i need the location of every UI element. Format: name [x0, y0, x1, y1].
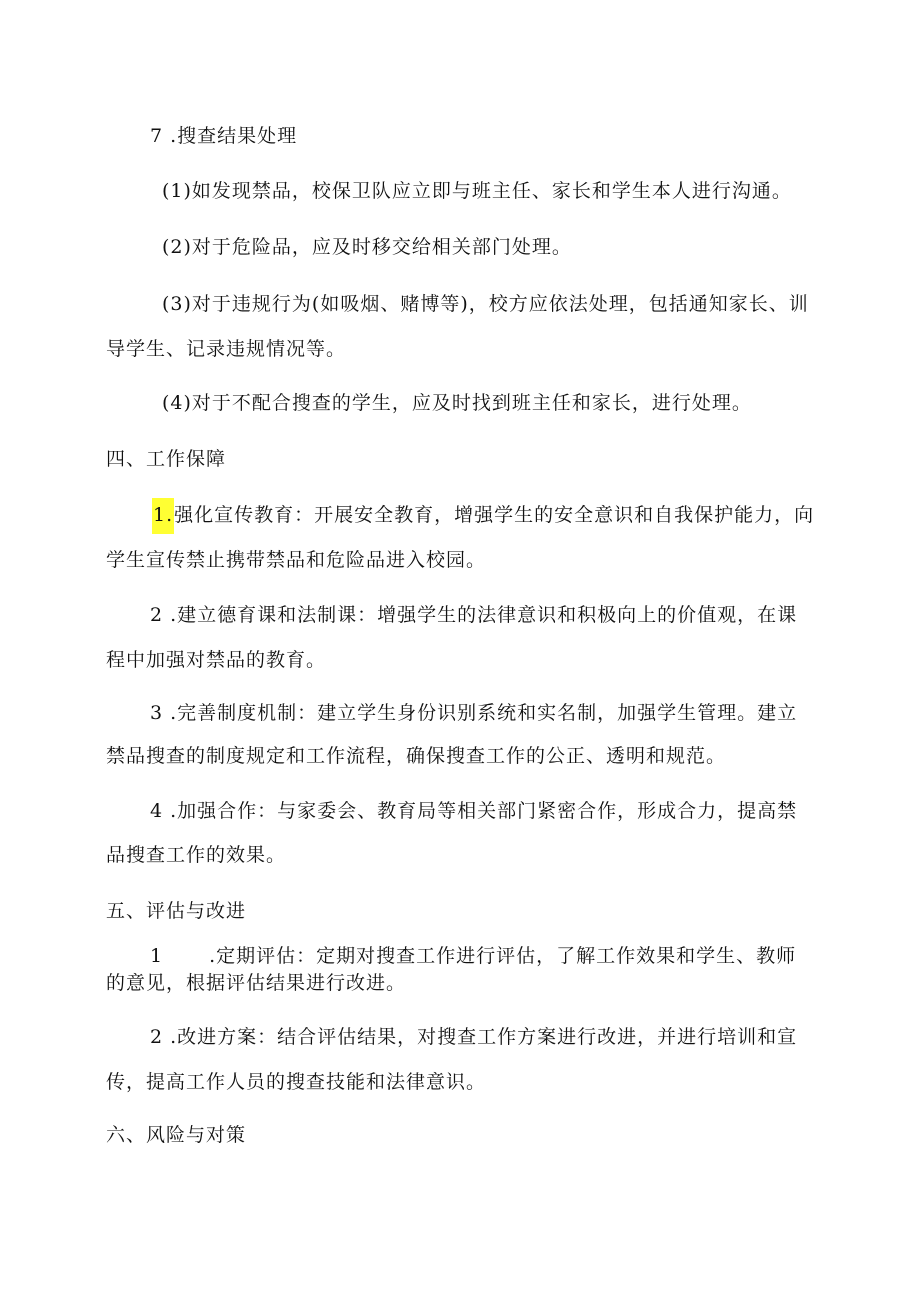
section-4-item-2-line-2: 程中加强对禁品的教育。 — [106, 649, 327, 671]
section-5-item-1-line-1 — [150, 943, 796, 969]
section-4-item-2-line-1: 2 .建立德育课和法制课：增强学生的法律意识和积极向上的价值观，在课 — [150, 604, 798, 626]
highlighted-number: 1. — [152, 498, 174, 534]
section-7-heading: 7 .搜查结果处理 — [150, 125, 298, 147]
section-5-title: 五、评估与改进 — [106, 900, 247, 922]
section-6-title: 六、风险与对策 — [106, 1124, 247, 1146]
section-7-item-3-line-1: (3)对于违规行为(如吸烟、赌博等)，校方应依法处理，包括通知家长、训 — [162, 293, 809, 315]
section-5-item-2-line-2: 传，提高工作人员的搜查技能和法律意识。 — [106, 1071, 487, 1093]
section-4-item-3-line-2: 禁品搜查的制度规定和工作流程，确保搜查工作的公正、透明和规范。 — [106, 745, 727, 767]
section-4-item-3-line-1: 3 .完善制度机制：建立学生身份识别系统和实名制，加强学生管理。建立 — [150, 702, 798, 724]
section-5-item-1-number: 1 — [150, 945, 164, 967]
section-7-item-2: (2)对于危险品，应及时移交给相关部门处理。 — [162, 236, 572, 258]
section-4-title: 四、工作保障 — [106, 448, 227, 470]
section-5-item-1-line-2: 的意见，根据评估结果进行改进。 — [106, 972, 407, 994]
section-7-item-3-line-2: 导学生、记录违规情况等。 — [106, 338, 347, 360]
section-4-item-1-line-1 — [152, 502, 814, 528]
section-4-item-4-line-1: 4 .加强合作：与家委会、教育局等相关部门紧密合作，形成合力，提高禁 — [150, 800, 798, 822]
section-4-item-1-text: 强化宣传教育：开展安全教育，增强学生的安全意识和自我保护能力，向 — [174, 504, 815, 526]
section-4-item-4-line-2: 品搜查工作的效果。 — [106, 844, 287, 866]
section-7-item-4: (4)对于不配合搜查的学生，应及时找到班主任和家长，进行处理。 — [162, 392, 752, 414]
section-4-item-1-line-2: 学生宣传禁止携带禁品和危险品进入校园。 — [106, 549, 487, 571]
section-5-item-2-line-1: 2 .改进方案：结合评估结果，对搜查工作方案进行改进，并进行培训和宣 — [150, 1026, 798, 1048]
section-7-item-1: (1)如发现禁品，校保卫队应立即与班主任、家长和学生本人进行沟通。 — [162, 180, 792, 202]
section-5-item-1-text: .定期评估：定期对搜查工作进行评估，了解工作效果和学生、教师 — [209, 945, 797, 967]
